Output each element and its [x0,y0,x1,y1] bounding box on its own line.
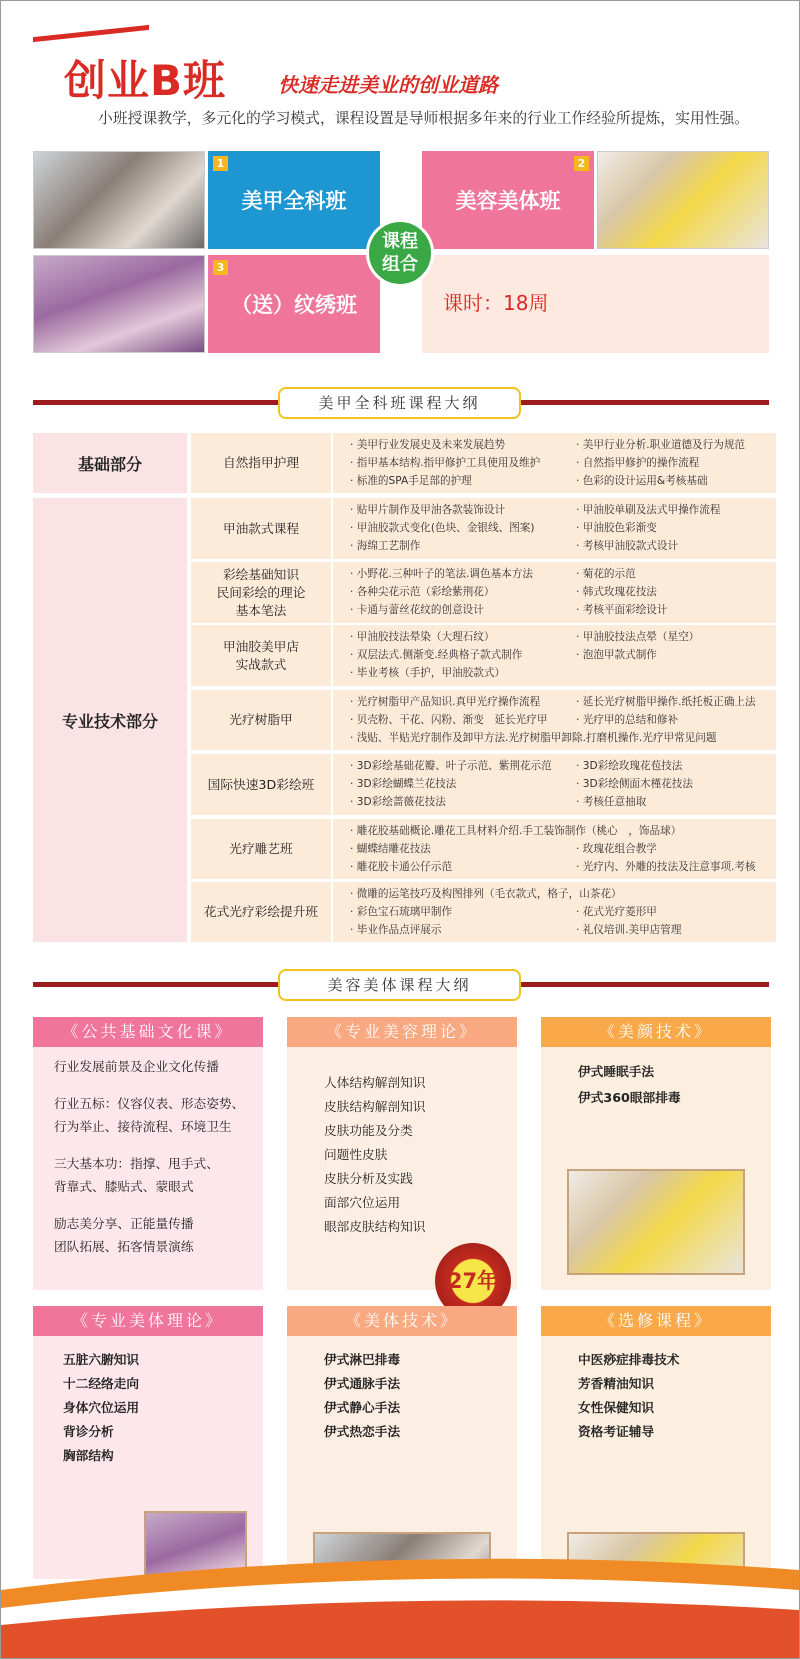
list-item: · 美甲行业分析.职业道德及行为规范 [576,436,745,454]
course-label: 美容美体班 [455,189,561,213]
row-topic-line: 彩绘基础知识 [222,566,300,582]
spacer [54,1138,244,1152]
list-item: · 甲油胶单刷及法式甲操作流程 [576,501,720,519]
card-line: 行业五标：仪容仪表、形态姿势、 [54,1096,245,1111]
list-item: · 3D彩绘蔷薇花技法 [350,793,446,811]
course-beauty [422,151,594,249]
list-item: · 小野花.三种叶子的笔法.调色基本方法 [350,565,533,583]
row-topic-line: 民间彩绘的理论 [216,584,306,600]
card-line: 伊式热恋手法 [324,1424,401,1439]
card-lines [578,1348,680,1444]
intro-text: 小班授课教学，多元化的学习模式，课程设置是导师根据多年来的行业工作经验所提炼，实用性强。 [98,110,750,127]
list-item: · 标准的SPA手足部的护理 [350,472,472,490]
card-lines [324,1348,400,1444]
card-line: 眼部皮肤结构知识 [324,1219,426,1234]
list-item: · 色彩的设计运用&考核基础 [576,472,708,490]
section-basic: 基础部分 [33,433,187,493]
list-item: · 微雕的运笔技巧及构图排列（毛衣款式，格子，山茶花） [350,885,622,903]
card-line: 伊式通脉手法 [324,1376,401,1391]
card-body [33,1047,263,1290]
course-label: 美甲全科班 [241,189,347,213]
list-item: · 各种尖花示范（彩绘紫荆花） [350,583,494,601]
card-title: 《美颜技术》 [541,1017,771,1047]
course-nail [208,151,380,249]
course-card [541,1306,771,1579]
row-topic [191,754,331,815]
card-line: 背诊分析 [63,1424,114,1439]
card-title: 《专业美体理论》 [33,1306,263,1336]
row-topic-line: 光疗雕艺班 [229,841,293,856]
card-body [541,1047,771,1290]
list-item: · 甲油胶技法点晕（星空） [576,628,699,646]
list-item: · 光疗甲的总结和修补 [576,711,678,729]
combo-line: 组合 [382,254,418,275]
list-item: · 韩式玫瑰花技法 [576,583,657,601]
row-topic-line: 自然指甲护理 [222,455,300,470]
list-item: · 雕花胶卡通公仔示范 [350,858,452,876]
list-item: · 考核甲油胶款式设计 [576,537,678,555]
list-item: · 光疗内、外雕的技法及注意事项.考核 [576,858,756,876]
card-title: 《选修课程》 [541,1306,771,1336]
card-line: 十二经络走向 [63,1376,140,1391]
course-number: 3 [213,260,228,275]
card-line: 五脏六腑知识 [63,1352,140,1367]
card-line: 伊式睡眠手法 [578,1064,655,1079]
row-topic [191,882,331,942]
card-line: 问题性皮肤 [324,1147,388,1162]
list-item: · 指甲基本结构.指甲修护工具使用及维护 [350,454,540,472]
spacer [54,1198,244,1212]
list-item: · 美甲行业发展史及未来发展趋势 [350,436,505,454]
card-line: 行为举止、接待流程、环境卫生 [54,1119,232,1134]
course-card [287,1306,517,1579]
list-item: · 3D彩绘玫瑰花苞技法 [576,757,682,775]
row-topic [191,819,331,879]
section-professional: 专业技术部分 [33,498,187,942]
card-line: 伊式静心手法 [324,1400,401,1415]
course-card [287,1017,517,1293]
group-photo [33,255,205,353]
course-card [33,1306,263,1579]
course-number: 1 [213,156,228,171]
row-items [333,498,776,559]
course-combo-badge [366,219,434,287]
row-topic-line: 实战款式 [235,656,287,672]
row-topic [191,625,331,686]
card-line: 中医痧症排毒技术 [578,1352,680,1367]
card-line: 伊式淋巴排毒 [324,1352,401,1367]
row-topic [191,562,331,623]
card-line: 三大基本功：指撑、甩手式、 [54,1156,219,1171]
list-item: · 3D彩绘基础花瓣、叶子示范、紫荆花示范 [350,757,552,775]
list-item: · 菊花的示范 [576,565,636,583]
row-topic [191,690,331,750]
list-item: · 双层法式.侧渐变.经典格子款式制作 [350,646,522,664]
list-item: · 彩色宝石琉璃甲制作 [350,903,452,921]
row-topic-line: 甲油款式课程 [222,520,300,536]
course-card [33,1017,263,1290]
section-title: 美甲全科班课程大纲 [278,387,521,419]
row-items [333,882,776,942]
card-line: 芳香精油知识 [578,1376,655,1391]
combo-line: 课程 [382,231,418,252]
card-line: 团队拓展、拓客情景演练 [54,1239,194,1254]
card-line: 人体结构解剖知识 [324,1075,426,1090]
card-title: 《专业美容理论》 [287,1017,517,1047]
row-items [333,819,776,879]
course-card [541,1017,771,1290]
decorative-swoosh [1,1550,799,1658]
card-title: 《公共基础文化课》 [33,1017,263,1047]
classroom-photo [33,151,205,249]
card-line: 身体穴位运用 [63,1400,140,1415]
section-title: 美容美体课程大纲 [278,969,521,1001]
course-duration: 课时：18周 [422,255,769,353]
page-title: 创业B班 [64,56,227,105]
card-lines [54,1055,244,1258]
row-topic-line: 花式光疗彩绘提升班 [203,904,319,919]
list-item: · 海绵工艺制作 [350,537,420,555]
list-item: · 卡通与蕾丝花纹的创意设计 [350,601,484,619]
list-item: · 甲油胶技法晕染（大理石纹） [350,628,494,646]
page-subtitle: 快速走进美业的创业道路 [278,73,498,97]
card-line: 皮肤分析及实践 [324,1171,413,1186]
list-item: · 光疗树脂甲产品知识.真甲光疗操作流程 [350,693,540,711]
card-line: 皮肤功能及分类 [324,1123,413,1138]
card-body [287,1047,517,1293]
card-lines [578,1059,681,1111]
course-number: 2 [574,156,589,171]
card-title: 《美体技术》 [287,1306,517,1336]
card-line: 面部穴位运用 [324,1195,401,1210]
list-item: · 礼仪培训.美甲店管理 [576,921,681,939]
list-item: · 考核任意抽取 [576,793,646,811]
list-item: · 3D彩绘侧面木槿花技法 [576,775,693,793]
card-line: 励志美分享、正能量传播 [54,1216,194,1231]
card-body [33,1336,263,1579]
list-item: · 自然指甲修护的操作流程 [576,454,699,472]
row-items [333,754,776,815]
spacer [54,1078,244,1092]
list-item: · 毕业作品点评展示 [350,921,442,939]
list-item: · 3D彩绘蝴蝶兰花技法 [350,775,456,793]
row-topic-line: 甲油胶美甲店 [222,638,300,654]
card-line: 伊式360眼部排毒 [578,1090,681,1105]
list-item: · 贴甲片制作及甲油各款装饰设计 [350,501,505,519]
row-items [333,625,776,686]
list-item: · 贝壳粉、干花、闪粉、渐变 延长光疗甲 [350,711,547,729]
row-topic [191,498,331,559]
list-item: · 花式光疗菱形甲 [576,903,657,921]
row-items [333,433,776,493]
row-items [333,562,776,623]
row-topic-line: 光疗树脂甲 [229,712,293,727]
row-topic-line: 国际快速3D彩绘班 [207,776,315,792]
list-item: · 甲油胶款式变化(色块、金银线、图案) [350,519,535,537]
list-item: · 玫瑰花组合教学 [576,840,657,858]
list-item: · 浅贴、半贴光疗制作及卸甲方法.光疗树脂甲卸除.打磨机操作.光疗甲常见问题 [350,729,716,747]
list-item: · 甲油胶色彩渐变 [576,519,657,537]
row-items [333,690,776,750]
card-line: 皮肤结构解剖知识 [324,1099,426,1114]
card-lines [63,1348,139,1468]
list-item: · 毕业考核（手护，甲油胶款式） [350,664,505,682]
row-topic [191,433,331,493]
course-photo [567,1169,745,1275]
list-item: · 考核平面彩绘设计 [576,601,668,619]
card-line: 行业发展前景及企业文化传播 [54,1059,219,1074]
card-body [287,1336,517,1579]
card-line: 资格考证辅导 [578,1424,655,1439]
list-item: · 泡泡甲款式制作 [576,646,657,664]
card-line: 胸部结构 [63,1448,114,1463]
card-lines [324,1071,426,1239]
card-body [541,1336,771,1579]
course-tattoo [208,255,380,353]
anniversary-badge: 27年 [435,1243,511,1319]
card-line: 女性保健知识 [578,1400,655,1415]
list-item: · 雕花胶基础概论.雕花工具材料介绍.手工装饰制作（桃心 ，饰品球） [350,822,681,840]
list-item: · 蝴蝶结雕花技法 [350,840,431,858]
row-topic-line: 基本笔法 [235,602,287,618]
course-label: （送）纹绣班 [231,293,357,317]
list-item: · 延长光疗树脂甲操作.纸托板正确上法 [576,693,756,711]
beauty-class-photo [597,151,769,249]
card-line: 背靠式、膝贴式、蒙眼式 [54,1179,194,1194]
